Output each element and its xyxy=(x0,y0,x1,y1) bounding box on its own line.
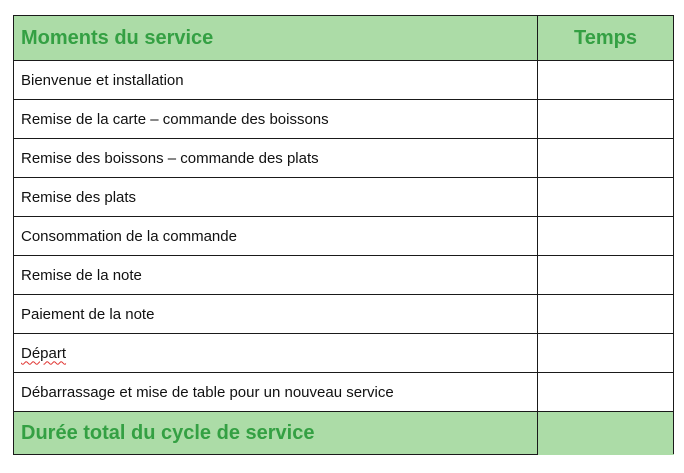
total-duration-cell[interactable] xyxy=(538,412,674,455)
moment-cell: Remise de la note xyxy=(14,256,538,295)
table-row xyxy=(14,256,674,295)
moment-cell: Remise des plats xyxy=(14,178,538,217)
moment-cell: Remise des boissons – commande des plats xyxy=(14,139,538,178)
spellcheck-word: Départ xyxy=(21,344,67,362)
moment-cell: Remise de la carte – commande des boissons xyxy=(14,100,538,139)
table-row xyxy=(14,217,674,256)
header-temps: Temps xyxy=(538,16,674,61)
table-row xyxy=(14,295,674,334)
time-cell[interactable] xyxy=(538,100,674,139)
time-cell[interactable] xyxy=(538,256,674,295)
table-footer-row xyxy=(14,412,674,455)
time-cell[interactable] xyxy=(538,178,674,217)
time-cell[interactable] xyxy=(538,295,674,334)
moment-cell: Débarrassage et mise de table pour un nouveau service xyxy=(14,373,538,412)
table-row xyxy=(14,178,674,217)
moment-cell: Consommation de la commande xyxy=(14,217,538,256)
table-header-row xyxy=(14,16,674,61)
moment-cell: Paiement de la note xyxy=(14,295,538,334)
table-row xyxy=(14,373,674,412)
table-row xyxy=(14,334,674,373)
table-row xyxy=(14,100,674,139)
table-row xyxy=(14,139,674,178)
moment-cell: Bienvenue et installation xyxy=(14,61,538,100)
table-row xyxy=(14,61,674,100)
time-cell[interactable] xyxy=(538,139,674,178)
time-cell[interactable] xyxy=(538,334,674,373)
moment-cell xyxy=(14,334,538,373)
service-cycle-table xyxy=(13,15,674,455)
header-moments: Moments du service xyxy=(14,16,538,61)
time-cell[interactable] xyxy=(538,217,674,256)
time-cell[interactable] xyxy=(538,373,674,412)
time-cell[interactable] xyxy=(538,61,674,100)
total-duration-label: Durée total du cycle de service xyxy=(14,412,538,455)
